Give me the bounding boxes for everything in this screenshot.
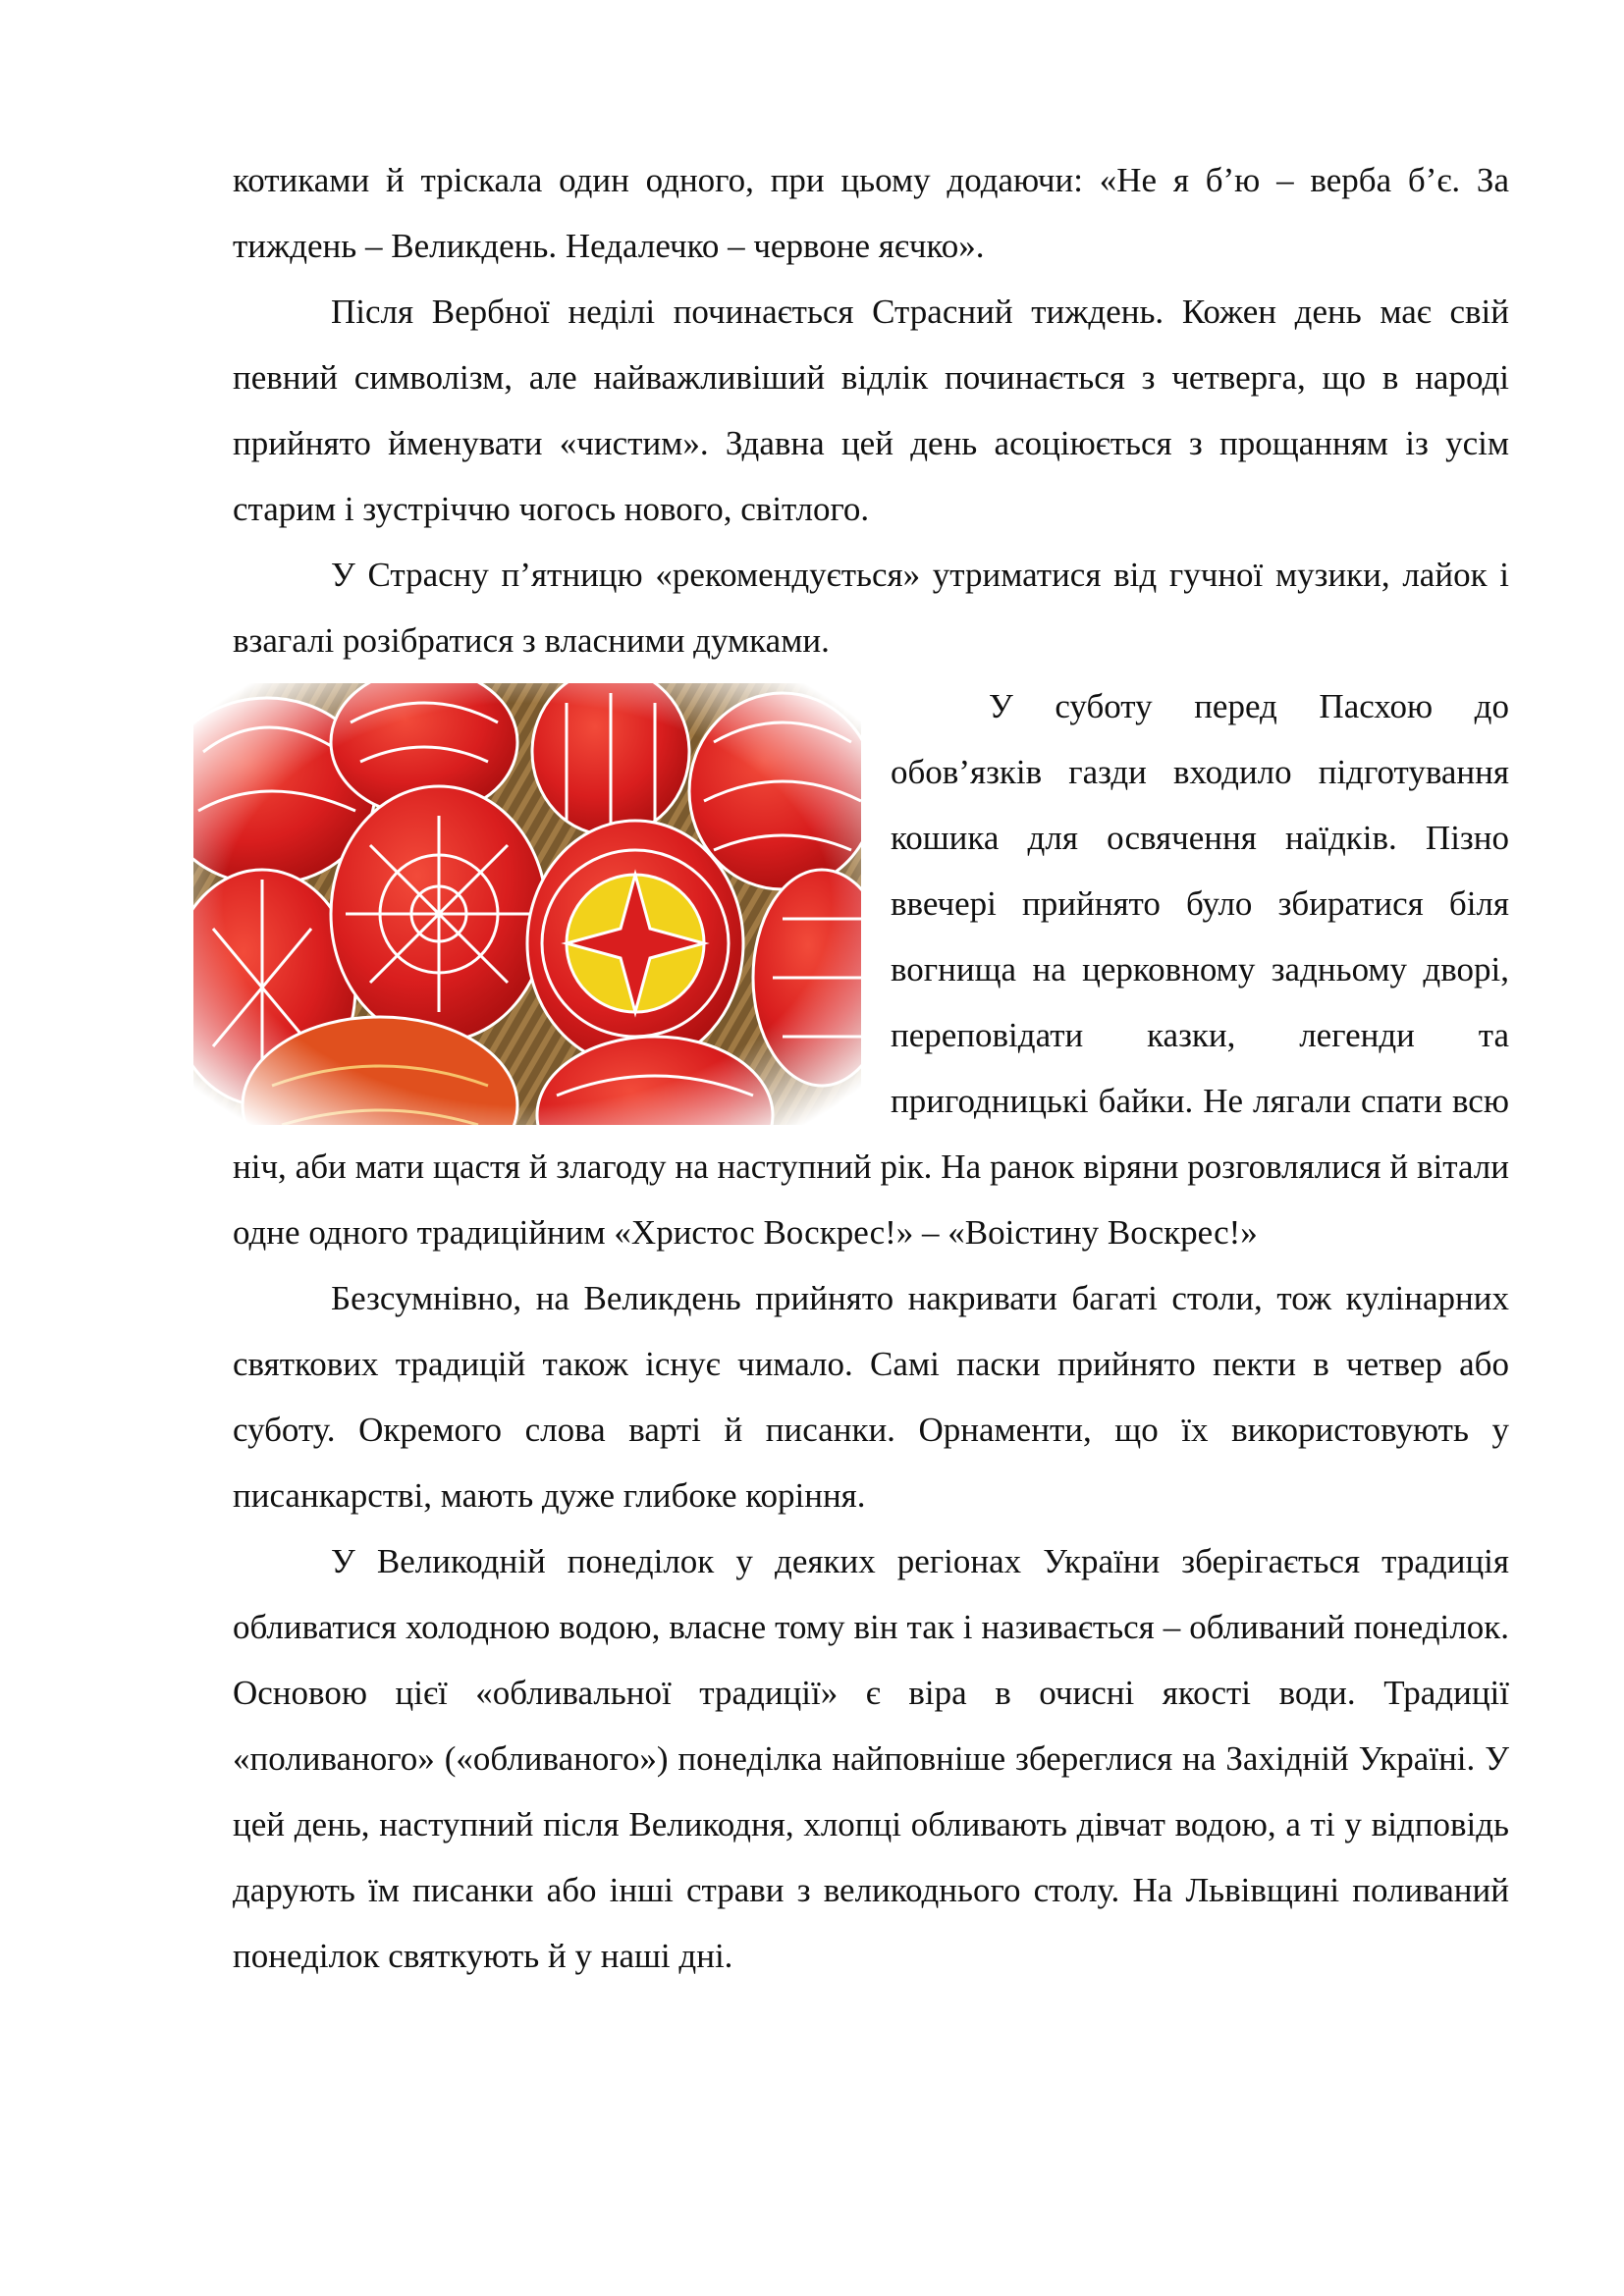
paragraph-3: У Страсну п’ятницю «рекомендується» утриматися від гучної музики, лайок і взагалі розібратися з власними думками. — [233, 556, 1509, 660]
paragraph-4: У суботу перед Пасхою до обов’язків газди входило підготування кошика для освячення наїдків. Пізно ввечері прийнято було збиратися біля вогнища на церковному задньому дворі, переповідати казки, легенди та пригодницькі байки. Не лягали спати всю ніч, аби мати щастя й злагоду на наступний рік. На ранок віряни розговлялися й вітали одне одного традиційним «Христос Воскрес!» – «Воістину Воскрес!» — [233, 687, 1509, 1252]
paragraph-1: котиками й тріскала один одного, при цьому додаючи: «Не я б’ю – верба б’є. За тиждень – Великдень. Недалечко – червоне яєчко». — [233, 161, 1509, 265]
pysanky-image — [193, 683, 861, 1125]
paragraph-5: Безсумнівно, на Великдень прийнято накривати багаті столи, тож кулінарних святкових традицій також існує чимало. Самі паски прийнято пекти в четвер або суботу. Окремого слова варті й писанки. Орнаменти, що їх використовують у писанкарстві, мають дуже глибоке коріння. — [233, 1279, 1509, 1515]
easter-eggs-photo — [193, 683, 861, 1125]
paragraph-6: У Великодній понеділок у деяких регіонах України зберігається традиція обливатися холодною водою, власне тому він так і називається – обливаний понеділок. Основою цієї «обливальної традиції» є віра в очисні якості води. Традиції «поливаного» («обливаного») понеділка найповніше збереглися на Західній Україні. У цей день, наступний після Великодня, хлопці обливають дівчат водою, а ті у відповідь дарують їм писанки або інші страви з великоднього столу. На Львівщині поливаний понеділок святкують й у наші дні. — [233, 1542, 1509, 1975]
paragraph-2: Після Вербної неділі починається Страсний тиждень. Кожен день має свій певний символізм, але найважливіший відлік починається з четверга, що в народі прийнято йменувати «чистим». Здавна цей день асоціюється з прощанням із усім старим і зустріччю чогось нового, світлого. — [233, 293, 1509, 528]
document-page — [233, 147, 1509, 1989]
